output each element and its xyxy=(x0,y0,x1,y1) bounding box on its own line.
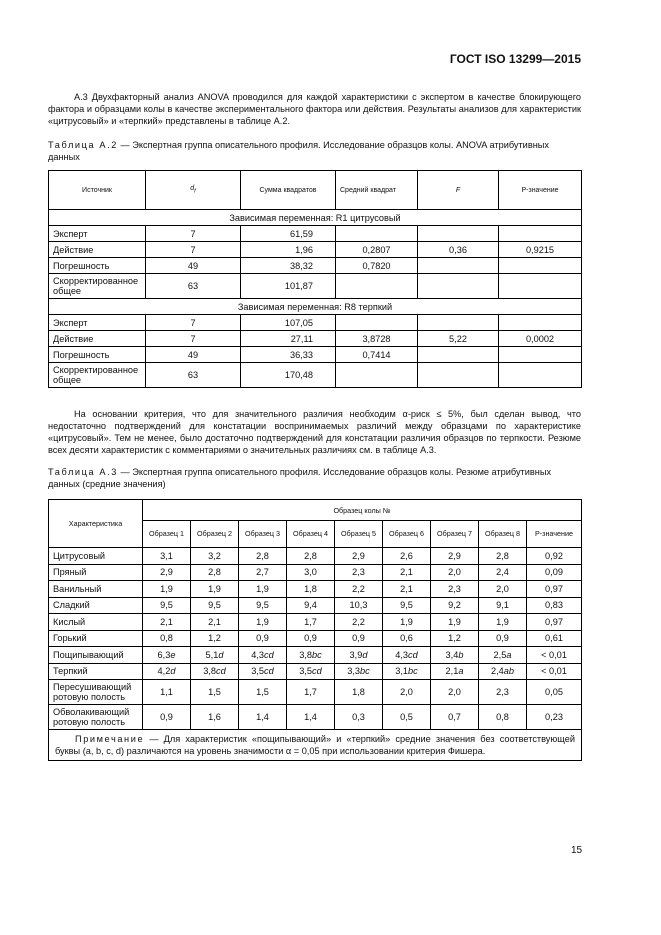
cell-sample-value xyxy=(383,647,431,664)
cell-sample-value xyxy=(335,663,383,680)
cell-sample-value xyxy=(287,630,335,647)
cell-ms xyxy=(336,315,418,331)
characteristic-name: Кислый xyxy=(49,614,143,631)
cell-p xyxy=(499,226,582,242)
cell-ms xyxy=(336,274,418,299)
mean-value: 2,4 xyxy=(496,567,509,578)
cell-ms: 0,2807 xyxy=(336,242,418,258)
cell-ss: 61,59 xyxy=(241,226,336,242)
cell-source: Скорректированное общее xyxy=(49,363,146,388)
cell-sample-value xyxy=(383,680,431,705)
cell-sample-value xyxy=(239,581,287,598)
characteristic-name: Обволакивающий ротовую полость xyxy=(49,705,143,730)
cell-sample-value xyxy=(191,597,239,614)
mean-value: 0,8 xyxy=(496,712,509,722)
cell-f: 5,22 xyxy=(418,331,499,347)
cell-sample-value xyxy=(191,564,239,581)
significance-letter: bc xyxy=(360,666,370,677)
conclusion-paragraph: На основании критерия, что для значительного различия необходим α-риск ≤ 5%, был сделан вывод, что недостаточно подтверждений для констатации воспринимаемых различий между образцами по характеристике «цитрусовый». Тем не менее, было достаточно подтверждений для констатации различия образцов по терпкости. Резюме всех десяти характеристик с комментариями о значительных различиях см. в таблице А.3. xyxy=(48,409,581,455)
cell-sample-value xyxy=(383,564,431,581)
mean-value: 3,1 xyxy=(395,666,409,677)
cell-source: Эксперт xyxy=(49,226,146,242)
table-a3-label: Таблица А.3 xyxy=(48,467,118,477)
cell-sample-value xyxy=(191,614,239,631)
mean-value: 1,4 xyxy=(304,712,317,722)
significance-letter: cd xyxy=(312,666,322,677)
cell-df: 7 xyxy=(146,242,241,258)
cell-sample-value xyxy=(191,548,239,565)
characteristic-name: Ванильный xyxy=(49,581,143,598)
mean-value: 1,2 xyxy=(208,633,221,644)
cell-sample-value xyxy=(383,663,431,680)
cell-sample-value xyxy=(431,663,479,680)
mean-value: 3,1 xyxy=(160,550,173,561)
cell-sample-value xyxy=(335,548,383,565)
mean-value: 1,8 xyxy=(304,583,317,594)
mean-value: 3,8 xyxy=(299,649,313,660)
cell-df: 7 xyxy=(146,315,241,331)
mean-value: 9,2 xyxy=(448,600,461,611)
cell-source: Погрешность xyxy=(49,347,146,363)
table-row xyxy=(49,315,582,331)
cell-f xyxy=(418,363,499,388)
mean-value: 1,9 xyxy=(448,616,461,627)
cell-sample-value xyxy=(383,548,431,565)
cell-sample-value xyxy=(383,614,431,631)
cell-sample-value xyxy=(143,663,191,680)
significance-letter: a xyxy=(506,649,512,660)
cell-sample-value xyxy=(431,597,479,614)
mean-value: 2,9 xyxy=(352,550,365,561)
mean-value: 9,1 xyxy=(496,600,509,611)
table-row xyxy=(49,597,582,614)
significance-letter: a xyxy=(458,666,464,677)
mean-value: 0,7 xyxy=(448,712,461,722)
mean-value: 2,8 xyxy=(304,550,317,561)
cell-ss: 36,33 xyxy=(241,347,336,363)
mean-value: 2,7 xyxy=(256,567,269,578)
mean-value: 4,2 xyxy=(157,666,171,677)
mean-value: 3,8 xyxy=(203,666,217,677)
cell-ss: 38,32 xyxy=(241,258,336,274)
table-a2-label: Таблица А.2 xyxy=(48,140,118,150)
cell-source: Действие xyxy=(49,242,146,258)
cell-p-value: 0,92 xyxy=(527,548,582,565)
cell-p-value: 0,09 xyxy=(527,564,582,581)
cell-df: 7 xyxy=(146,331,241,347)
characteristic-name: Пощипывающий xyxy=(49,647,143,664)
table-a3 xyxy=(48,499,582,761)
cell-sample-value xyxy=(431,705,479,730)
cell-sample-value xyxy=(431,647,479,664)
mean-value: 2,6 xyxy=(400,550,413,561)
cell-sample-value xyxy=(383,705,431,730)
cell-ms xyxy=(336,363,418,388)
cell-sample-value xyxy=(335,614,383,631)
cell-sample-value xyxy=(335,647,383,664)
mean-value: 1,7 xyxy=(304,616,317,627)
col-sample-7: Образец 7 xyxy=(431,521,479,548)
col-sample-4: Образец 4 xyxy=(287,521,335,548)
characteristic-name: Горький xyxy=(49,630,143,647)
significance-letter: d xyxy=(170,666,176,677)
cell-p-value: < 0,01 xyxy=(527,647,582,664)
mean-value: 2,9 xyxy=(448,550,461,561)
cell-sample-value xyxy=(239,630,287,647)
cell-sample-value xyxy=(143,647,191,664)
mean-value: 3,2 xyxy=(208,550,221,561)
col-source: Источник xyxy=(49,171,146,210)
mean-value: 1,9 xyxy=(256,583,269,594)
mean-value: 1,5 xyxy=(256,687,269,697)
significance-letter: cd xyxy=(264,666,274,677)
mean-value: 0,9 xyxy=(304,633,317,644)
cell-ms: 0,7820 xyxy=(336,258,418,274)
cell-sample-value xyxy=(287,597,335,614)
mean-value: 9,5 xyxy=(208,600,221,611)
cell-sample-value xyxy=(191,705,239,730)
table-a3-caption xyxy=(48,466,581,490)
significance-letter: d xyxy=(362,649,368,660)
cell-sample-value xyxy=(479,564,527,581)
mean-value: 2,0 xyxy=(448,567,461,578)
mean-value: 4,3 xyxy=(395,649,409,660)
table-row xyxy=(49,331,582,347)
col-characteristic: Характеристика xyxy=(49,500,143,548)
mean-value: 1,7 xyxy=(304,687,317,697)
cell-sample-value xyxy=(239,564,287,581)
characteristic-name: Сладкий xyxy=(49,597,143,614)
cell-ss: 170,48 xyxy=(241,363,336,388)
col-sample-2: Образец 2 xyxy=(191,521,239,548)
mean-value: 1,2 xyxy=(448,633,461,644)
group-title: Зависимая переменная: R8 терпкий xyxy=(49,299,582,315)
significance-letter: d xyxy=(218,649,224,660)
cell-f xyxy=(418,226,499,242)
cell-source: Действие xyxy=(49,331,146,347)
cell-sample-value xyxy=(431,581,479,598)
cell-sample-value xyxy=(239,548,287,565)
cell-sample-value xyxy=(239,705,287,730)
col-sample-8: Образец 8 xyxy=(479,521,527,548)
mean-value: 1,9 xyxy=(400,616,413,627)
mean-value: 2,8 xyxy=(208,567,221,578)
cell-p-value: 0,97 xyxy=(527,581,582,598)
cell-sample-value xyxy=(191,630,239,647)
cell-df: 49 xyxy=(146,347,241,363)
significance-letter: bc xyxy=(408,666,418,677)
cell-sample-value xyxy=(479,581,527,598)
cell-ss: 107,05 xyxy=(241,315,336,331)
cell-sample-value xyxy=(191,680,239,705)
table-row xyxy=(49,226,582,242)
mean-value: 9,4 xyxy=(304,600,317,611)
cell-sample-value xyxy=(335,564,383,581)
cell-sample-value xyxy=(239,647,287,664)
cell-df: 63 xyxy=(146,363,241,388)
significance-letter: bc xyxy=(312,649,322,660)
cell-p-value: 0,61 xyxy=(527,630,582,647)
cell-p xyxy=(499,347,582,363)
cell-sample-value xyxy=(191,647,239,664)
cell-sample-value xyxy=(143,597,191,614)
cell-f xyxy=(418,315,499,331)
table-row xyxy=(49,548,582,565)
cell-df: 63 xyxy=(146,274,241,299)
mean-value: 2,1 xyxy=(400,567,413,578)
mean-value: 10,3 xyxy=(349,600,368,611)
cell-sample-value xyxy=(335,581,383,598)
significance-letter: cd xyxy=(408,649,418,660)
mean-value: 2,0 xyxy=(448,687,461,697)
mean-value: 1,9 xyxy=(160,583,173,594)
mean-value: 2,1 xyxy=(400,583,413,594)
col-f: F xyxy=(418,171,499,210)
cell-p xyxy=(499,315,582,331)
cell-sample-value xyxy=(287,564,335,581)
cell-sample-value xyxy=(383,581,431,598)
table-a3-caption-text: — Экспертная группа описательного профиля. Исследование образцов колы. Резюме атрибутивных данных (средние значения) xyxy=(48,467,552,489)
cell-sample-value xyxy=(431,564,479,581)
cell-sample-value xyxy=(431,548,479,565)
significance-letter: ab xyxy=(503,666,514,677)
cell-p xyxy=(499,274,582,299)
cell-source: Погрешность xyxy=(49,258,146,274)
cell-sample-value xyxy=(287,680,335,705)
col-sample-6: Образец 6 xyxy=(383,521,431,548)
mean-value: 2,3 xyxy=(352,567,365,578)
table-a2-caption xyxy=(48,139,581,163)
cell-sample-value xyxy=(143,564,191,581)
col-p-value: Р-значение xyxy=(499,171,582,210)
significance-letter: cd xyxy=(216,666,226,677)
cell-sample-value xyxy=(239,614,287,631)
mean-value: 3,0 xyxy=(304,567,317,578)
mean-value: 0,3 xyxy=(352,712,365,722)
mean-value: 3,5 xyxy=(299,666,313,677)
cell-sample-value xyxy=(335,680,383,705)
cell-sample-value xyxy=(479,614,527,631)
table-row xyxy=(49,663,582,680)
col-mean-square: Средний квадрат xyxy=(336,171,418,210)
cell-sample-value xyxy=(191,581,239,598)
cell-sample-value xyxy=(287,663,335,680)
mean-value: 0,9 xyxy=(352,633,365,644)
cell-p xyxy=(499,363,582,388)
cell-sample-value xyxy=(239,597,287,614)
note-text: — Для характеристик «пощипывающий» и «терпкий» средние значения без соответствующей буквы (a, b, c, d) различаются на уровень значимости α = 0,05 при использовании критерия Фишера. xyxy=(55,734,575,756)
mean-value: 3,3 xyxy=(347,666,361,677)
mean-value: 0,8 xyxy=(160,633,173,644)
table-a2-caption-text: — Экспертная группа описательного профиля. Исследование образцов колы. ANOVA атрибутивных данных xyxy=(48,140,549,162)
cell-sample-value xyxy=(479,630,527,647)
mean-value: 5,1 xyxy=(205,649,219,660)
mean-value: 2,3 xyxy=(496,687,509,697)
table-row xyxy=(49,581,582,598)
col-sample-5: Образец 5 xyxy=(335,521,383,548)
table-row xyxy=(49,347,582,363)
cell-sample-value xyxy=(143,680,191,705)
cell-ms: 3,8728 xyxy=(336,331,418,347)
mean-value: 1,5 xyxy=(208,687,221,697)
mean-value: 2,2 xyxy=(352,583,365,594)
cell-sample-value xyxy=(239,663,287,680)
col-sum-squares: Сумма квадратов xyxy=(241,171,336,210)
mean-value: 1,9 xyxy=(208,583,221,594)
table-group-header xyxy=(49,210,582,226)
mean-value: 0,5 xyxy=(400,712,413,722)
mean-value: 3,4 xyxy=(445,649,459,660)
cell-sample-value xyxy=(143,614,191,631)
characteristic-name: Пересушивающий ротовую полость xyxy=(49,680,143,705)
table-row xyxy=(49,242,582,258)
cell-sample-value xyxy=(287,705,335,730)
intro-paragraph: А.3 Двухфакторный анализ ANOVA проводился для каждой характеристики с экспертом в качестве блокирующего фактора и образцами колы в качестве экспериментального фактора или действия. Результаты анализов для характеристик «цитрусовый» и «терпкий» представлены в таблице А.2. xyxy=(48,92,581,126)
cell-sample-value xyxy=(479,663,527,680)
characteristic-name: Цитрусовый xyxy=(49,548,143,565)
significance-letter: cd xyxy=(264,649,274,660)
mean-value: 2,3 xyxy=(448,583,461,594)
mean-value: 2,5 xyxy=(493,649,507,660)
cell-sample-value xyxy=(383,630,431,647)
cell-sample-value xyxy=(143,581,191,598)
mean-value: 2,1 xyxy=(208,616,221,627)
table-group-header xyxy=(49,299,582,315)
mean-value: 1,4 xyxy=(256,712,269,722)
cell-sample-value xyxy=(287,548,335,565)
table-row xyxy=(49,647,582,664)
significance-letter: b xyxy=(458,649,464,660)
cell-df: 49 xyxy=(146,258,241,274)
mean-value: 2,1 xyxy=(160,616,173,627)
mean-value: 9,5 xyxy=(400,600,413,611)
cell-p-value: 0,83 xyxy=(527,597,582,614)
col-sample-1: Образец 1 xyxy=(143,521,191,548)
mean-value: 9,5 xyxy=(256,600,269,611)
cell-source: Скорректированное общее xyxy=(49,274,146,299)
cell-p-value: 0,23 xyxy=(527,705,582,730)
mean-value: 4,3 xyxy=(251,649,265,660)
cell-sample-value xyxy=(287,647,335,664)
mean-value: 2,9 xyxy=(160,567,173,578)
cell-sample-value xyxy=(479,548,527,565)
significance-letter: e xyxy=(170,649,176,660)
mean-value: 0,9 xyxy=(256,633,269,644)
cell-f: 0,36 xyxy=(418,242,499,258)
cell-p-value: 0,05 xyxy=(527,680,582,705)
mean-value: 1,9 xyxy=(256,616,269,627)
mean-value: 3,5 xyxy=(251,666,265,677)
cell-f xyxy=(418,347,499,363)
col-sample-3: Образец 3 xyxy=(239,521,287,548)
cell-sample-value xyxy=(287,581,335,598)
table-a3-note xyxy=(49,730,582,761)
cell-sample-value xyxy=(431,680,479,705)
cell-sample-value xyxy=(335,597,383,614)
mean-value: 3,9 xyxy=(349,649,363,660)
table-row xyxy=(49,363,582,388)
mean-value: 1,6 xyxy=(208,712,221,722)
table-row xyxy=(49,705,582,730)
mean-value: 2,8 xyxy=(256,550,269,561)
cell-sample-value xyxy=(239,680,287,705)
mean-value: 2,1 xyxy=(445,666,459,677)
mean-value: 2,8 xyxy=(496,550,509,561)
mean-value: 2,2 xyxy=(352,616,365,627)
cell-sample-value xyxy=(191,663,239,680)
group-title: Зависимая переменная: R1 цитрусовый xyxy=(49,210,582,226)
table-row xyxy=(49,564,582,581)
table-row xyxy=(49,274,582,299)
cell-p-value: 0,97 xyxy=(527,614,582,631)
cell-ss: 27,11 xyxy=(241,331,336,347)
mean-value: 1,8 xyxy=(352,687,365,697)
cell-f xyxy=(418,274,499,299)
cell-sample-value xyxy=(431,614,479,631)
table-row xyxy=(49,630,582,647)
cell-sample-value xyxy=(431,630,479,647)
cell-sample-value xyxy=(479,705,527,730)
cell-sample-value xyxy=(383,597,431,614)
cell-sample-value xyxy=(479,680,527,705)
cell-df: 7 xyxy=(146,226,241,242)
col-p-value: Р-значение xyxy=(527,521,582,548)
col-df: $d_f$ xyxy=(146,171,241,210)
cell-ss: 101,87 xyxy=(241,274,336,299)
cell-p-value: < 0,01 xyxy=(527,663,582,680)
table-row xyxy=(49,680,582,705)
table-row xyxy=(49,614,582,631)
mean-value: 0,9 xyxy=(160,712,173,722)
mean-value: 2,4 xyxy=(490,666,504,677)
mean-value: 2,0 xyxy=(496,583,509,594)
col-group-sample: Образец колы № xyxy=(143,500,582,521)
cell-sample-value xyxy=(335,630,383,647)
characteristic-name: Терпкий xyxy=(49,663,143,680)
cell-p xyxy=(499,258,582,274)
mean-value: 1,1 xyxy=(160,687,173,697)
cell-ms: 0,7414 xyxy=(336,347,418,363)
table-a2 xyxy=(48,170,582,388)
cell-source: Эксперт xyxy=(49,315,146,331)
mean-value: 6,3 xyxy=(157,649,171,660)
mean-value: 0,9 xyxy=(496,633,509,644)
cell-sample-value xyxy=(287,614,335,631)
cell-sample-value xyxy=(143,630,191,647)
cell-sample-value xyxy=(143,548,191,565)
mean-value: 2,0 xyxy=(400,687,413,697)
mean-value: 9,5 xyxy=(160,600,173,611)
cell-f xyxy=(418,258,499,274)
cell-ss: 1,96 xyxy=(241,242,336,258)
cell-ms xyxy=(336,226,418,242)
cell-sample-value xyxy=(479,647,527,664)
page-number: 15 xyxy=(571,845,583,856)
cell-sample-value xyxy=(479,597,527,614)
cell-sample-value xyxy=(143,705,191,730)
cell-sample-value xyxy=(335,705,383,730)
note-label: Примечание xyxy=(75,734,145,744)
characteristic-name: Пряный xyxy=(49,564,143,581)
cell-p: 0,0002 xyxy=(499,331,582,347)
document-header: ГОСТ ISO 13299—2015 xyxy=(449,52,581,66)
cell-p: 0,9215 xyxy=(499,242,582,258)
mean-value: 1,9 xyxy=(496,616,509,627)
mean-value: 0,6 xyxy=(400,633,413,644)
table-row xyxy=(49,258,582,274)
